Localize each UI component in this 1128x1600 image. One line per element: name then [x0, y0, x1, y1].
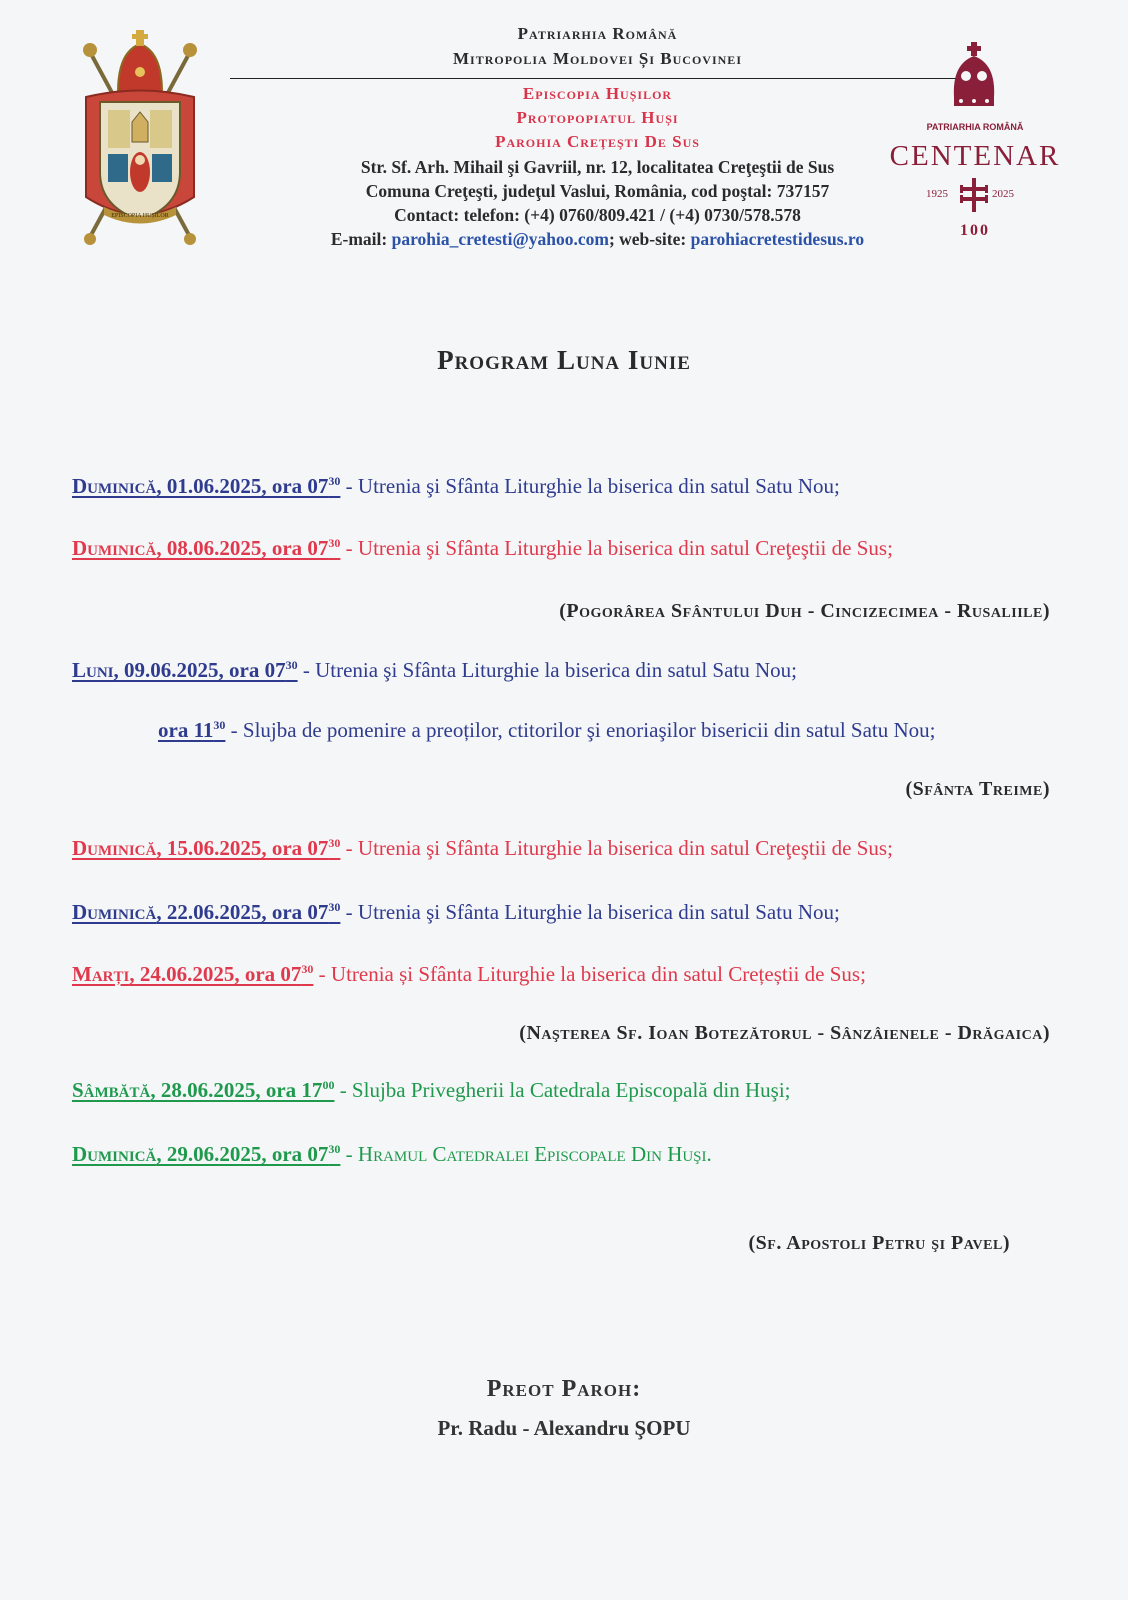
service-description: - Utrenia şi Sfânta Liturghie la biserica din satul Satu Nou;: [297, 658, 798, 682]
service-description: - Slujba Privegherii la Catedrala Episcopală din Huşi;: [334, 1078, 791, 1102]
service-description: - Slujba de pomenire a preoților, ctitorilor şi enoriaşilor bisericii din satul Satu Nou;: [225, 718, 936, 742]
time-minutes: 30: [328, 474, 341, 488]
header-parohia: Parohia Creţeşti De Sus: [495, 132, 700, 151]
feast-sfanta-treime: (Sfânta Treime): [905, 778, 1050, 800]
service-description: - Utrenia şi Sfânta Liturghie la biserica din satul Satu Nou;: [340, 474, 840, 498]
day-label: Duminică: [72, 536, 157, 560]
service-description: - Utrenia şi Sfânta Liturghie la biserica din satul Creţeştii de Sus;: [340, 536, 893, 560]
time-minutes: 30: [328, 536, 341, 550]
feast-rusalii: (Pogorârea Sfântului Duh - Cincizecimea - Rusaliile): [559, 600, 1050, 622]
day-label: Duminică: [72, 900, 157, 924]
centenar-top-label: PATRIARHIA ROMÂNĂ: [926, 122, 1024, 132]
centenar-year-start: 1925: [926, 188, 948, 200]
feast-sf-petru-pavel: (Sf. Apostoli Petru şi Pavel): [748, 1232, 1010, 1254]
header-mitropolia: Mitropolia Moldovei Și Bucovinei: [452, 49, 742, 68]
time-minutes: 30: [301, 962, 314, 976]
schedule-item-8: [72, 1078, 791, 1103]
schedule-item-4: [158, 718, 936, 743]
centenar-mitre-icon: [948, 42, 1000, 112]
header-address-commune: Comuna Creţeşti, judeţul Vaslui, România, cod poştal: 737157: [365, 181, 830, 201]
date-time: , 24.06.2025, ora 07: [129, 962, 302, 986]
schedule-item-6: [72, 900, 840, 925]
feast-nasterea-sf-ioan: (Naşterea Sf. Ioan Botezătorul - Sânzâienele - Drăgaica): [519, 1022, 1050, 1044]
schedule-item-7: [72, 962, 866, 987]
episcopia-crest-logo: [78, 22, 203, 247]
date-time: , 15.06.2025, ora 07: [156, 836, 329, 860]
header-episcopia: Episcopia Hușilor: [522, 84, 673, 103]
page-title: Program Luna Iunie: [437, 345, 691, 375]
date-time: , 22.06.2025, ora 07: [156, 900, 329, 924]
day-label: Duminică: [72, 836, 157, 860]
crest-motto: EPISCOPIA HUȘILOR: [111, 213, 169, 219]
day-label: Duminică: [72, 1142, 157, 1166]
centenar-number: 100: [960, 222, 990, 239]
date-time: ora 11: [158, 718, 214, 742]
website-label: ; web-site:: [608, 229, 687, 249]
schedule-item-3: [72, 658, 797, 683]
time-minutes: 30: [285, 658, 298, 672]
date-time: , 08.06.2025, ora 07: [156, 536, 329, 560]
website-link[interactable]: parohiacretestidesus.ro: [690, 229, 865, 249]
signature-name: Pr. Radu - Alexandru ŞOPU: [437, 1416, 691, 1440]
service-description: - Utrenia şi Sfânta Liturghie la biserica din satul Satu Nou;: [340, 900, 840, 924]
signature-role: Preot Paroh:: [486, 1376, 642, 1402]
time-minutes: 30: [328, 836, 341, 850]
schedule-item-5: [72, 836, 893, 861]
header-contact-web: [230, 229, 965, 250]
service-description: - Hramul Catedralei Episcopale Din Huşi.: [340, 1142, 712, 1166]
day-label: Marți: [72, 962, 130, 986]
time-minutes: 00: [322, 1078, 335, 1092]
schedule-item-1: [72, 474, 840, 499]
schedule-item-9: [72, 1142, 712, 1167]
service-description: - Utrenia și Sfânta Liturghie la biserica din satul Crețeștii de Sus;: [313, 962, 866, 986]
service-description: - Utrenia şi Sfânta Liturghie la biserica din satul Creţeştii de Sus;: [340, 836, 893, 860]
day-label: Luni: [72, 658, 114, 682]
email-label: E-mail:: [330, 229, 388, 249]
orthodox-cross-icon: [960, 178, 988, 212]
time-minutes: 30: [328, 1142, 341, 1156]
time-minutes: 30: [213, 718, 226, 732]
date-time: , 09.06.2025, ora 07: [113, 658, 286, 682]
centenar-year-end: 2025: [992, 188, 1014, 200]
header-protopopiatul: Protopopiatul Huși: [516, 108, 679, 127]
header-contact-phone: Contact: telefon: (+4) 0760/809.421 / (+4) 0730/578.578: [394, 205, 801, 225]
date-time: , 29.06.2025, ora 07: [156, 1142, 329, 1166]
day-label: Sâmbătă: [72, 1078, 151, 1102]
day-label: Duminică: [72, 474, 157, 498]
schedule-item-2: [72, 536, 893, 561]
header-rule: [230, 78, 956, 79]
time-minutes: 30: [328, 900, 341, 914]
centenar-word: CENTENAR: [889, 140, 1061, 172]
header-patriarhia: Patriarhia Română: [517, 24, 678, 43]
date-time: , 28.06.2025, ora 17: [150, 1078, 323, 1102]
header-address-street: Str. Sf. Arh. Mihail şi Gavriil, nr. 12, localitatea Creţeştii de Sus: [360, 157, 835, 177]
email-link[interactable]: parohia_cretesti@yahoo.com: [391, 229, 609, 249]
date-time: , 01.06.2025, ora 07: [156, 474, 329, 498]
